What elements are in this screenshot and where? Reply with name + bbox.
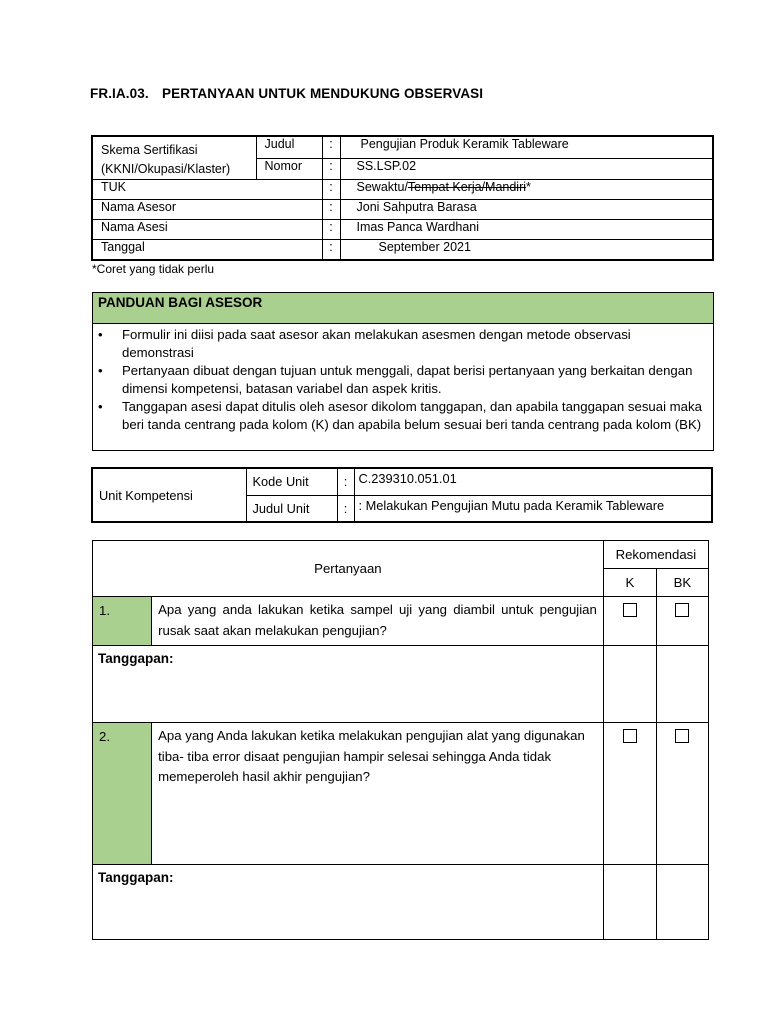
panduan-item: • Pertanyaan dibuat dengan tujuan untuk menggali, dapat berisi pertanyaan yang berkaitan dengan dimensi kompetensi, batasan variabel dan aspek kritis. xyxy=(93,362,713,398)
question-text: Apa yang Anda lakukan ketika melakukan pengujian alat yang digunakan tiba- tiba error disaat pengujian hampir selesai sehingga Anda tidak memeperoleh hasil akhir pengujian? xyxy=(152,723,604,865)
asesi-value: Imas Panca Wardhani xyxy=(340,220,713,240)
colon: : xyxy=(322,220,340,240)
k-cell xyxy=(603,597,656,646)
judul-unit-label: Judul Unit xyxy=(246,495,337,522)
k-response-cell xyxy=(603,865,656,940)
question-number: 1. xyxy=(93,597,152,646)
panduan-list xyxy=(93,324,713,434)
k-cell xyxy=(603,723,656,865)
tanggapan-label: Tanggapan: xyxy=(93,646,604,723)
bk-cell xyxy=(656,597,708,646)
judul-label: Judul xyxy=(256,136,322,158)
colon: : xyxy=(337,495,354,522)
colon: : xyxy=(322,200,340,220)
unit-kompetensi-label: Unit Kompetensi xyxy=(92,468,246,522)
panduan-item: • Formulir ini diisi pada saat asesor akan melakukan asesmen dengan metode observasi demonstrasi xyxy=(93,326,713,362)
bk-response-cell xyxy=(656,646,708,723)
panduan-box xyxy=(92,292,714,451)
bk-header: BK xyxy=(656,569,708,597)
pertanyaan-header: Pertanyaan xyxy=(93,541,604,597)
questions-table xyxy=(92,540,709,940)
panduan-item: • Tanggapan asesi dapat ditulis oleh asesor dikolom tanggapan, dan apabila tanggapan sesuai maka beri tanda centrang pada kolom (K) dan apabila belum sesuai beri tanda centrang pada kolom (BK) xyxy=(93,398,713,434)
bk-checkbox[interactable] xyxy=(675,729,689,743)
tanggapan-label: Tanggapan: xyxy=(93,865,604,940)
k-header: K xyxy=(603,569,656,597)
form-title-text: PERTANYAAN UNTUK MENDUKUNG OBSERVASI xyxy=(162,86,484,101)
tanggal-value: September 2021 xyxy=(340,240,713,261)
kode-unit-label: Kode Unit xyxy=(246,468,337,495)
bk-response-cell xyxy=(656,865,708,940)
form-title xyxy=(90,86,483,101)
tuk-label: TUK xyxy=(92,180,322,200)
unit-table xyxy=(91,467,713,523)
strike-note: *Coret yang tidak perlu xyxy=(92,262,215,276)
form-code: FR.IA.03. xyxy=(90,86,149,101)
question-text: Apa yang anda lakukan ketika sampel uji yang diambil untuk pengujian rusak saat akan melakukan pengujian? xyxy=(152,597,604,646)
colon: : xyxy=(322,240,340,261)
tanggal-label: Tanggal xyxy=(92,240,322,261)
kode-unit-value: C.239310.051.01 xyxy=(354,468,712,495)
colon: : xyxy=(322,180,340,200)
nomor-value: SS.LSP.02 xyxy=(340,158,713,179)
tuk-value: Sewaktu/Tempat Kerja/Mandiri* xyxy=(340,180,713,200)
tuk-struck-text: Tempat Kerja/Mandiri xyxy=(407,180,527,194)
question-number: 2. xyxy=(93,723,152,865)
colon: : xyxy=(337,468,354,495)
info-table xyxy=(91,135,714,261)
nomor-label: Nomor xyxy=(256,158,322,179)
panduan-title: PANDUAN BAGI ASESOR xyxy=(93,293,713,324)
asesor-value: Joni Sahputra Barasa xyxy=(340,200,713,220)
bk-cell xyxy=(656,723,708,865)
asesor-label: Nama Asesor xyxy=(92,200,322,220)
rekomendasi-header: Rekomendasi xyxy=(603,541,708,569)
colon: : xyxy=(322,136,340,158)
k-checkbox[interactable] xyxy=(623,729,637,743)
bk-checkbox[interactable] xyxy=(675,603,689,617)
judul-unit-value: : Melakukan Pengujian Mutu pada Keramik Tableware xyxy=(354,495,712,522)
k-checkbox[interactable] xyxy=(623,603,637,617)
skema-label: Skema Sertifikasi (KKNI/Okupasi/Klaster) xyxy=(92,136,256,180)
colon: : xyxy=(322,158,340,179)
k-response-cell xyxy=(603,646,656,723)
judul-value: Pengujian Produk Keramik Tableware xyxy=(340,136,713,158)
asesi-label: Nama Asesi xyxy=(92,220,322,240)
